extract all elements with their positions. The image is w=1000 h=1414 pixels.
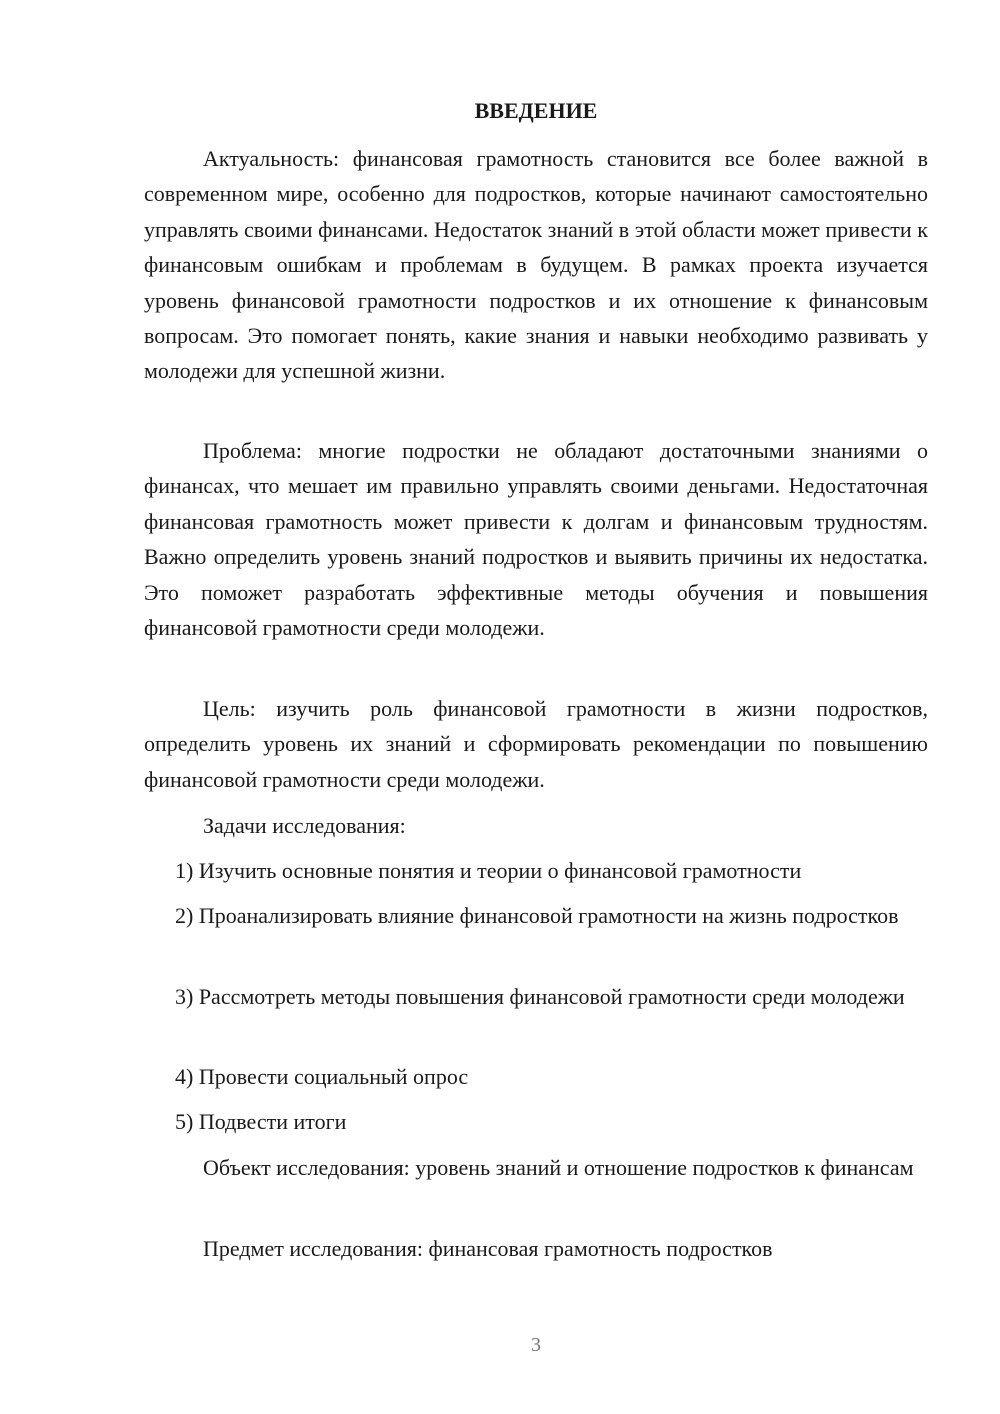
task-item-4: 4) Провести социальный опрос [175,1064,469,1089]
task-item-1: 1) Изучить основные понятия и теории о финансовой грамотности [175,858,802,883]
page-number: 3 [531,1334,541,1356]
paragraph-object: Объект исследования: уровень знаний и отношение подростков к финансам [203,1155,914,1180]
document-page [144,0,928,1414]
task-item-2: 2) Проанализировать влияние финансовой грамотности на жизнь подростков [175,903,899,928]
tasks-heading: Задачи исследования: [203,813,406,838]
paragraph-relevance: Актуальность: финансовая грамотность становится все более важной в современном мире, особенно для подростков, которые начинают самостоятельно управлять своими финансами. Недостаток знаний в этой области может привести к финансовым ошибкам и проблемам в будущем. В рамках проекта изучается уровень финансовой грамотности подростков и их отношение к финансовым вопросам. Это помогает понять, какие знания и навыки необходимо развивать у молодежи для успешной жизни. [144,146,928,384]
paragraph-problem: Проблема: многие подростки не обладают достаточными знаниями о финансах, что мешает им правильно управлять своими деньгами. Недостаточная финансовая грамотность может привести к долгам и финансовым трудностям. Важно определить уровень знаний подростков и выявить причины их недостатка. Это поможет разработать эффективные методы обучения и повышения финансовой грамотности среди молодежи. [144,438,928,641]
paragraph-subject: Предмет исследования: финансовая грамотность подростков [203,1236,773,1261]
task-item-3: 3) Рассмотреть методы повышения финансовой грамотности среди молодежи [175,984,905,1009]
section-heading: ВВЕДЕНИЕ [474,98,598,123]
paragraph-goal: Цель: изучить роль финансовой грамотности в жизни подростков, определить уровень их знаний и сформировать рекомендации по повышению финансовой грамотности среди молодежи. [144,696,928,792]
task-item-5: 5) Подвести итоги [175,1109,347,1134]
